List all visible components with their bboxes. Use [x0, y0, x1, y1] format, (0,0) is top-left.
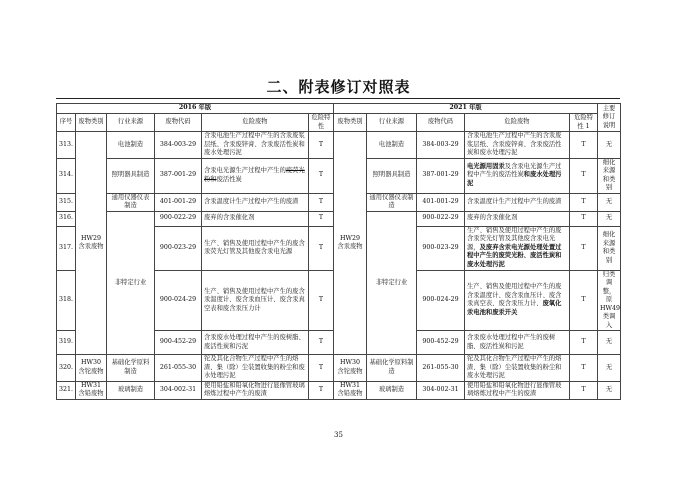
row-code: 261-055-30	[155, 355, 202, 382]
waste-text: 生产、销售及使用过程中产生的废含汞荧光灯管及其他废含汞电光源，	[467, 226, 562, 251]
row-code: 900-022-29	[155, 211, 202, 226]
row-code-2021: 261-055-30	[417, 355, 465, 382]
row-code: 900-452-29	[155, 331, 202, 355]
header-waste: 危险废物	[202, 114, 309, 132]
row-code: 900-023-29	[155, 226, 202, 270]
row-seq: 320.	[57, 355, 76, 382]
row-code-2021: 900-024-29	[417, 270, 465, 331]
waste-text: 含汞电光源生产过程中产生的	[204, 167, 286, 174]
row-hazard: T	[309, 355, 334, 382]
category-hw30-2021: HW30 含铊废物	[334, 355, 367, 382]
row-waste-2021	[465, 158, 570, 193]
row-code-2021: 401-001-29	[417, 193, 465, 211]
row-code-2021: 900-022-29	[417, 211, 465, 226]
header-2016: 2016 年版	[57, 104, 334, 114]
row-seq: 318.	[57, 270, 76, 331]
row-waste-2021: 含汞温度计生产过程中产生的废渣	[465, 193, 570, 211]
row-hazard-2021: T	[570, 381, 598, 399]
row-seq: 316.	[57, 211, 76, 226]
row-hazard-2021: T	[570, 270, 598, 331]
row-waste-2016: 废弃的含汞催化剂	[202, 211, 309, 226]
row-industry-2021: 基础化学原料制造	[367, 355, 417, 382]
row-hazard-2021: T	[570, 226, 598, 270]
category-hw29: HW29 含汞废物	[76, 132, 107, 355]
row-hazard: T	[309, 132, 334, 159]
row-industry: 照明器具制造	[107, 158, 155, 193]
row-code: 387-001-29	[155, 158, 202, 193]
row-hazard: T	[309, 270, 334, 331]
header-code-2021: 废物代码	[417, 114, 465, 132]
header-seq: 序号	[57, 114, 76, 132]
row-code-2021: 900-023-29	[417, 226, 465, 270]
table-row	[57, 132, 621, 159]
row-industry-2021: 电池制造	[367, 132, 417, 159]
row-waste-2021: 含汞电池生产过程中产生的含汞废浆层纸、含汞废锌膏、含汞废活性炭和废水处理污泥	[465, 132, 570, 159]
header-industry: 行业来源	[107, 114, 155, 132]
row-waste-2016: 含汞废水处理过程中产生的废树脂、废活性炭和污泥	[202, 331, 309, 355]
header-category: 废物类别	[76, 114, 107, 132]
header-category-2021: 废物类别	[334, 114, 367, 132]
category-hw29-2021: HW29 含汞废物	[334, 132, 367, 355]
added-text: 和废水处理污泥	[467, 171, 562, 187]
row-industry-2021: 照明器具制造	[367, 158, 417, 193]
row-hazard: T	[309, 211, 334, 226]
row-industry-2021: 通用仪器仪表制造	[367, 193, 417, 211]
header-note: 主要修订说明	[598, 104, 621, 132]
row-seq: 317.	[57, 226, 76, 270]
row-code: 900-024-29	[155, 270, 202, 331]
page-title: 二、附表修订对照表	[266, 78, 411, 96]
row-seq: 319.	[57, 331, 76, 355]
row-industry: 通用仪器仪表制造	[107, 193, 155, 211]
row-hazard: T	[309, 193, 334, 211]
row-seq: 315.	[57, 193, 76, 211]
added-text: 废氧化汞电池和废汞开关	[467, 300, 562, 316]
revision-comparison-table	[56, 103, 621, 400]
row-note: 无	[598, 193, 621, 211]
table-row	[57, 355, 621, 382]
row-waste-2016: 生产、销售及使用过程中产生的废含汞温度计、废含汞血压计、废含汞真空表和废含汞压力计	[202, 270, 309, 331]
row-hazard-2021: T	[570, 211, 598, 226]
waste-text: 废活性炭	[216, 175, 242, 183]
header-waste-2021: 危险废物	[465, 114, 570, 132]
added-text: 电光源用固汞	[467, 162, 505, 170]
row-industry: 电池制造	[107, 132, 155, 159]
row-waste-2021: 废弃的含汞催化剂	[465, 211, 570, 226]
row-code-2021: 900-452-29	[417, 331, 465, 355]
row-note: 无	[598, 381, 621, 399]
row-hazard: T	[309, 381, 334, 399]
row-waste-2016: 含汞电池生产过程中产生的含汞废浆层纸、含汞废锌膏、含汞废活性炭和废水处理污泥	[202, 132, 309, 159]
row-note: 细化来源和类别	[598, 158, 621, 193]
row-waste-2021	[465, 226, 570, 270]
row-code-2021: 387-001-29	[417, 158, 465, 193]
row-note: 归类调整，原HW49类调入	[598, 270, 621, 331]
header-code: 废物代码	[155, 114, 202, 132]
row-industry: 基础化学原料制造	[107, 355, 155, 382]
row-hazard-2021: T	[570, 132, 598, 159]
row-waste-2021: 含汞废水处理过程中产生的废树脂、废活性炭和污泥	[465, 331, 570, 355]
header-2021: 2021 年版	[334, 104, 598, 114]
row-code: 384-003-29	[155, 132, 202, 159]
category-hw31: HW31 含铅废物	[76, 381, 107, 399]
title-rule	[56, 98, 620, 99]
row-seq: 313.	[57, 132, 76, 159]
industry-nonspecific-2021: 非特定行业	[367, 211, 417, 355]
header-industry-2021: 行业来源	[367, 114, 417, 132]
row-waste-2016: 铊及其化合物生产过程中产生的熔渣、集（除）尘装置收集的粉尘和废水处理污泥	[202, 355, 309, 382]
row-hazard-2021: T	[570, 158, 598, 193]
row-seq: 314.	[57, 158, 76, 193]
row-code: 401-001-29	[155, 193, 202, 211]
industry-nonspecific: 非特定行业	[107, 211, 155, 355]
row-waste-2016: 含汞温度计生产过程中产生的废渣	[202, 193, 309, 211]
table-row	[57, 381, 621, 399]
deleted-text: 废荧光粉和	[204, 167, 305, 183]
row-note: 无	[598, 331, 621, 355]
row-waste-2021: 使用铅盐和铅氧化物进行显像管玻璃熔炼过程中产生的废渣	[465, 381, 570, 399]
row-hazard: T	[309, 226, 334, 270]
category-hw30: HW30 含铊废物	[76, 355, 107, 382]
row-waste-2016: 生产、销售及使用过程中产生的废含汞荧光灯管及其他废含汞电光源	[202, 226, 309, 270]
header-hazard-2021: 危险特性 1	[570, 114, 598, 132]
row-waste-2016	[202, 158, 309, 193]
row-note: 细化来源和类别	[598, 226, 621, 270]
row-seq: 321.	[57, 381, 76, 399]
waste-text: 及含汞电光源生产过程中产生的废活性炭	[467, 162, 562, 179]
row-note: 无	[598, 211, 621, 226]
header-hazard: 危险特性	[309, 114, 334, 132]
row-waste-2021	[465, 270, 570, 331]
page-number: 35	[334, 431, 343, 439]
row-note: 无	[598, 132, 621, 159]
row-code-2021: 304-002-31	[417, 381, 465, 399]
row-industry: 玻璃制造	[107, 381, 155, 399]
row-waste-2021: 铊及其化合物生产过程中产生的熔渣、集（除）尘装置收集的粉尘和废水处理污泥	[465, 355, 570, 382]
row-waste-2016: 使用铅盐和铅氧化物进行显像管玻璃熔炼过程中产生的废渣	[202, 381, 309, 399]
row-industry-2021: 玻璃制造	[367, 381, 417, 399]
category-hw31-2021: HW31 含铅废物	[334, 381, 367, 399]
row-hazard: T	[309, 331, 334, 355]
row-hazard-2021: T	[570, 355, 598, 382]
row-hazard-2021: T	[570, 331, 598, 355]
row-hazard-2021: T	[570, 193, 598, 211]
row-code-2021: 384-003-29	[417, 132, 465, 159]
waste-text: 生产、销售及使用过程中产生的废含汞温度计、废含汞血压计、废含汞真空表、废含汞压力计、	[467, 283, 562, 308]
row-note: 无	[598, 355, 621, 382]
added-text: 及废弃含汞电光源处理处置过程中产生的废荧光粉、废活性炭和废水处理污泥	[467, 243, 562, 268]
row-hazard: T	[309, 158, 334, 193]
row-code: 304-002-31	[155, 381, 202, 399]
